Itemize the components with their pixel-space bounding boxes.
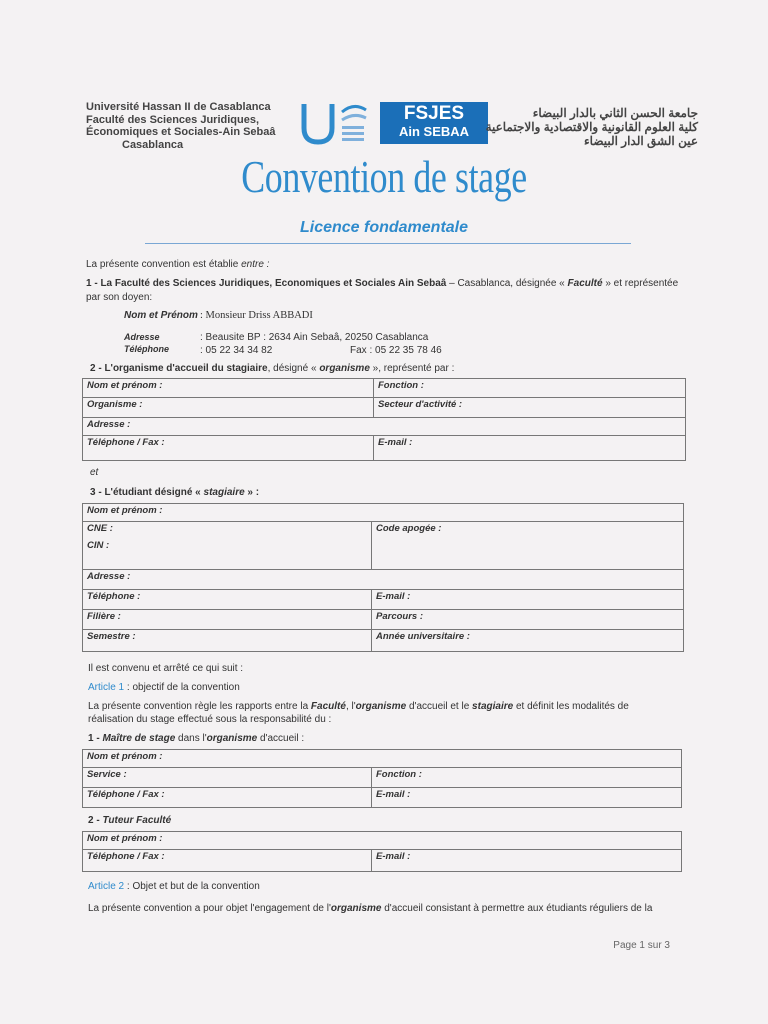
maitre-name-field[interactable]: Nom et prénom : bbox=[83, 750, 682, 768]
tuteur-heading: 2 - Tuteur Faculté bbox=[88, 815, 172, 826]
student-filiere-field[interactable]: Filière : bbox=[83, 610, 372, 630]
maitre-phone-field[interactable]: Téléphone / Fax : bbox=[83, 788, 372, 808]
name-value: : Monsieur Driss ABBADI bbox=[200, 310, 313, 321]
org-sector-field[interactable]: Secteur d'activité : bbox=[374, 398, 686, 418]
student-email-field[interactable]: E-mail : bbox=[372, 590, 684, 610]
maitre-heading: 1 - Maître de stage dans l'organisme d'accueil : bbox=[88, 733, 305, 744]
article1-heading: Article 1 : objectif de la convention bbox=[88, 682, 240, 693]
student-semestre-field[interactable]: Semestre : bbox=[83, 630, 372, 652]
party1-line: 1 - La Faculté des Sciences Juridiques, Economiques et Sociales Ain Sebaâ – Casablanca, désignée « Faculté » et représentée bbox=[86, 278, 679, 289]
table-row bbox=[83, 590, 684, 610]
table-row bbox=[83, 379, 686, 398]
logo-subtext: Ain SEBAA bbox=[398, 124, 470, 139]
party3-heading: 3 - L'étudiant désigné « stagiaire » : bbox=[90, 487, 260, 498]
table-row bbox=[83, 570, 684, 590]
article1-paragraph: La présente convention règle les rapports entre la Faculté, l'organisme d'accueil et le stagiaire et définit les modalités de bbox=[88, 701, 629, 712]
table-row bbox=[83, 832, 682, 850]
header-line: Université Hassan II de Casablanca bbox=[86, 101, 271, 113]
party2-heading: 2 - L'organisme d'accueil du stagiaire, désigné « organisme », représenté par : bbox=[90, 363, 455, 374]
header-line: Casablanca bbox=[122, 138, 184, 151]
phone-value: : 05 22 34 34 82 bbox=[200, 345, 273, 356]
party1-line2: par son doyen: bbox=[86, 292, 153, 303]
org-address-field[interactable]: Adresse : bbox=[83, 418, 686, 436]
document-subtitle: Licence fondamentale bbox=[299, 219, 469, 236]
university-name-fr bbox=[86, 101, 276, 151]
organisme-table bbox=[82, 378, 686, 461]
table-row bbox=[83, 418, 686, 436]
article1-paragraph2: réalisation du stage effectué sous la responsabilité du : bbox=[88, 714, 332, 725]
header-line-ar: كلية العلوم القانونية والاقتصادية والاجتماعية bbox=[485, 120, 698, 134]
table-row bbox=[83, 398, 686, 418]
et-text: et bbox=[90, 467, 99, 478]
maitre-function-field[interactable]: Fonction : bbox=[372, 768, 682, 788]
address-value: : Beausite BP : 2634 Ain Sebaâ, 20250 Casablanca bbox=[200, 332, 429, 343]
cne-field[interactable]: CNE : bbox=[87, 523, 113, 534]
intro-line: La présente convention est établie entre : bbox=[86, 259, 270, 270]
title-divider bbox=[145, 243, 631, 244]
table-row bbox=[83, 788, 682, 808]
org-function-field[interactable]: Fonction : bbox=[374, 379, 686, 398]
table-row bbox=[83, 436, 686, 461]
maitre-email-field[interactable]: E-mail : bbox=[372, 788, 682, 808]
student-ids-cell bbox=[83, 522, 372, 570]
tuteur-email-field[interactable]: E-mail : bbox=[372, 850, 682, 872]
header-line: Faculté des Sciences Juridiques, bbox=[86, 113, 260, 126]
student-year-field[interactable]: Année universitaire : bbox=[372, 630, 684, 652]
table-row bbox=[83, 750, 682, 768]
maitre-service-field[interactable]: Service : bbox=[83, 768, 372, 788]
faculty-logo bbox=[380, 102, 488, 144]
logo-text: FSJES bbox=[403, 103, 465, 124]
name-label: Nom et Prénom bbox=[124, 310, 198, 321]
apogee-field[interactable]: Code apogée : bbox=[372, 522, 684, 570]
org-phone-field[interactable]: Téléphone / Fax : bbox=[83, 436, 374, 461]
agreement-text: Il est convenu et arrêté ce qui suit : bbox=[88, 663, 244, 674]
university-logo bbox=[298, 100, 370, 146]
article2-paragraph: La présente convention a pour objet l'engagement de l'organisme d'accueil consistant à permettre aux étudiants réguliers de la bbox=[88, 903, 653, 914]
student-phone-field[interactable]: Téléphone : bbox=[83, 590, 372, 610]
university-name-ar bbox=[486, 106, 698, 148]
table-row bbox=[83, 610, 684, 630]
tuteur-name-field[interactable]: Nom et prénom : bbox=[83, 832, 682, 850]
header-line: Économiques et Sociales-Ain Sebaâ bbox=[86, 126, 276, 138]
page-number: Page 1 sur 3 bbox=[613, 940, 670, 951]
cin-field[interactable]: CIN : bbox=[87, 540, 110, 551]
header-line-ar: جامعة الحسن الثاني بالدار البيضاء bbox=[532, 106, 698, 120]
article2-heading: Article 2 : Objet et but de la convention bbox=[88, 881, 260, 892]
document-title: Convention de stage bbox=[241, 151, 527, 202]
table-row bbox=[83, 630, 684, 652]
student-address-field[interactable]: Adresse : bbox=[83, 570, 684, 590]
student-table bbox=[82, 503, 684, 652]
header-line-ar: عين الشق الدار البيضاء bbox=[584, 134, 698, 148]
table-row bbox=[83, 522, 684, 570]
tuteur-phone-field[interactable]: Téléphone / Fax : bbox=[83, 850, 372, 872]
table-row bbox=[83, 504, 684, 522]
org-organisme-field[interactable]: Organisme : bbox=[83, 398, 374, 418]
org-name-field[interactable]: Nom et prénom : bbox=[83, 379, 374, 398]
student-parcours-field[interactable]: Parcours : bbox=[372, 610, 684, 630]
tuteur-table bbox=[82, 831, 682, 872]
maitre-table bbox=[82, 749, 682, 808]
address-label: Adresse bbox=[124, 332, 160, 342]
fax-value: Fax : 05 22 35 78 46 bbox=[350, 345, 442, 356]
phone-label: Téléphone bbox=[124, 344, 170, 354]
table-row bbox=[83, 768, 682, 788]
table-row bbox=[83, 850, 682, 872]
org-email-field[interactable]: E-mail : bbox=[374, 436, 686, 461]
student-name-field[interactable]: Nom et prénom : bbox=[83, 504, 684, 522]
